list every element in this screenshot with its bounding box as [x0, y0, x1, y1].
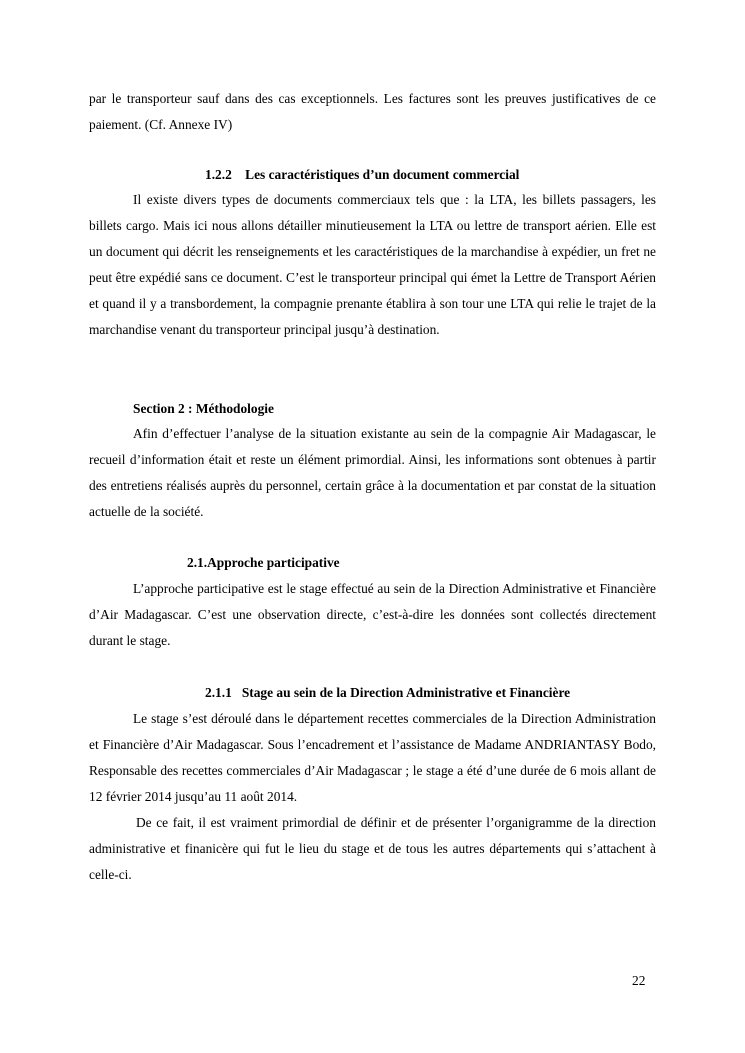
heading-1-2-2 [205, 162, 519, 188]
heading-2-1: 2.1.Approche participative [187, 555, 340, 570]
paragraph-methodologie: Afin d’effectuer l’analyse de la situation existante au sein de la compagnie Air Madagascar, le recueil d’information était et reste un élément primordial. Ainsi, les informations sont obtenues à partir des entretiens réalisés auprès du personnel, certain grâce à la documentation et par constat de la situation actuelle de la société. [89, 426, 656, 519]
heading-number: 1.2.2 [205, 167, 232, 182]
heading-section-2: Section 2 : Méthodologie [133, 401, 274, 416]
paragraph-stage: Le stage s’est déroulé dans le département recettes commerciales de la Direction Administration et Financière d’Air Madagascar. Sous l’encadrement et l’assistance de Madame ANDRIANTASY Bodo, Responsable des recettes commerciales d’Air Madagascar ; le stage a été d’une durée de 6 mois allant de 12 février 2014 jusqu’au 11 août 2014. [89, 711, 656, 804]
heading-title: Stage au sein de la Direction Administrative et Financière [241, 685, 571, 700]
paragraph-approche-participative: L’approche participative est le stage effectué au sein de la Direction Administrative et Financière d’Air Madagascar. C’est une observation directe, c’est-à-dire les données sont collectés directement durant le stage. [89, 581, 656, 648]
page-number: 22 [632, 973, 646, 988]
paragraph-organigramme: De ce fait, il est vraiment primordial de définir et de présenter l’organigramme de la direction administrative et finanicère qui fut le lieu du stage et de tous les autres départements qui s’attachent à celle-ci. [89, 815, 656, 882]
heading-title: Les caractéristiques d’un document commercial [245, 167, 520, 182]
heading-2-1-1 [205, 680, 570, 706]
heading-number: 2.1.1 [205, 685, 232, 700]
paragraph-documents-commerciaux: Il existe divers types de documents commerciaux tels que : la LTA, les billets passagers, les billets cargo. Mais ici nous allons détailler minutieusement la LTA ou lettre de transport aérien. Elle est un document qui décrit les renseignements et les caractéristiques de la marchandise à expédier, un fret ne peut être expédié sans ce document. C’est le transporteur principal qui émet la Lettre de Transport Aérien et quand il y a transbordement, la compagnie prenante établira à son tour une LTA qui relie le trajet de la marchandise venant du transporteur principal jusqu’à destination. [89, 192, 656, 337]
paragraph-intro: par le transporteur sauf dans des cas exceptionnels. Les factures sont les preuves justificatives de ce paiement. (Cf. Annexe IV) [89, 91, 656, 132]
